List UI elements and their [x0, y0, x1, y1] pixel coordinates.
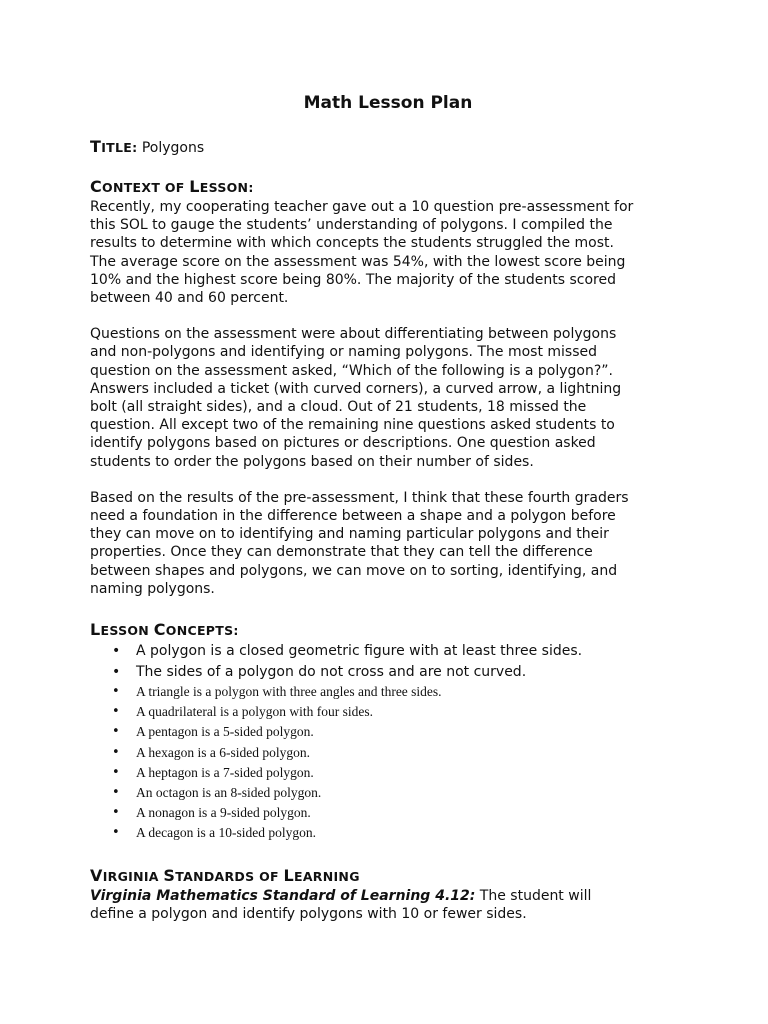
document-title: Math Lesson Plan — [303, 93, 473, 113]
concept-text: A polygon is a closed geometric figure with at least three sides. — [136, 643, 583, 660]
bullet-icon: • — [112, 663, 121, 680]
sol-text-line2: define a polygon and identify polygons with 10 or fewer sides. — [90, 906, 527, 923]
concept-item — [112, 763, 686, 783]
context-paragraph — [90, 198, 686, 307]
concept-item — [112, 823, 686, 843]
paragraph-line: 10% and the highest score being 80%. The majority of the students scored — [90, 271, 617, 288]
concept-item — [112, 702, 686, 722]
paragraph-line: between shapes and polygons, we can move on to sorting, identifying, and — [90, 562, 618, 579]
heading-word: LESSON — [90, 620, 150, 640]
paragraph-line: Questions on the assessment were about differentiating between polygons — [90, 326, 617, 343]
heading-word: CONTEXT — [90, 177, 161, 196]
concept-item — [112, 803, 686, 823]
heading-word: VIRGINIA — [90, 865, 159, 885]
paragraph-line: question on the assessment asked, “Which of the following is a polygon?”. — [90, 362, 613, 379]
paragraph-line: The average score on the assessment was 54%, with the lowest score being — [90, 253, 626, 270]
bullet-icon: • — [112, 785, 120, 801]
standards-heading — [90, 866, 686, 887]
concept-item — [112, 722, 686, 742]
paragraph-line: need a foundation in the difference between a shape and a polygon before — [90, 508, 616, 525]
concept-text: A pentagon is a 5-sided polygon. — [136, 724, 314, 740]
paragraph-line: students to order the polygons based on their number of sides. — [90, 453, 534, 470]
context-heading — [90, 177, 686, 198]
paragraph-line: between 40 and 60 percent. — [90, 290, 289, 307]
concept-text: A hexagon is a 6-sided polygon. — [136, 744, 310, 760]
concept-text: The sides of a polygon do not cross and are not curved. — [136, 663, 527, 680]
concepts-heading — [90, 620, 686, 641]
lesson-title-line — [90, 137, 686, 158]
bullet-icon: • — [112, 825, 120, 841]
concept-item — [112, 682, 686, 702]
heading-word: OF — [259, 868, 279, 884]
bullet-icon: • — [112, 744, 120, 760]
heading-word: LESSON: — [189, 177, 254, 196]
paragraph-line: they can move on to identifying and naming particular polygons and their — [90, 526, 609, 543]
lesson-title-value: Polygons — [141, 140, 205, 156]
paragraph-line: Recently, my cooperating teacher gave out a 10 question pre-assessment for — [90, 199, 634, 215]
concept-text: An octagon is an 8-sided polygon. — [136, 785, 322, 801]
paragraph-line: this SOL to gauge the students’ understanding of polygons. I compiled the — [90, 217, 613, 234]
concept-item — [112, 662, 686, 683]
lesson-title-label: TITLE: — [90, 137, 138, 156]
concept-item — [112, 743, 686, 763]
paragraph-line: bolt (all straight sides), and a cloud. Out of 21 students, 18 missed the — [90, 399, 587, 416]
context-paragraph — [90, 325, 686, 471]
concept-text: A quadrilateral is a polygon with four sides. — [136, 704, 373, 720]
heading-word: LEARNING — [283, 865, 360, 885]
sol-statement — [90, 887, 686, 924]
document-page — [90, 90, 686, 924]
concept-item — [112, 783, 686, 803]
sol-text-line1: The student will — [475, 887, 592, 904]
bullet-icon: • — [112, 724, 120, 740]
paragraph-line: Answers included a ticket (with curved corners), a curved arrow, a lightning — [90, 380, 622, 397]
concept-text: A nonagon is a 9-sided polygon. — [136, 805, 311, 821]
concept-text: A decagon is a 10-sided polygon. — [136, 825, 316, 841]
bullet-icon: • — [112, 704, 120, 720]
concept-text: A triangle is a polygon with three angles and three sides. — [136, 684, 442, 700]
concept-text: A heptagon is a 7-sided polygon. — [136, 764, 314, 780]
heading-word: CONCEPTS: — [153, 620, 239, 640]
paragraph-line: properties. Once they can demonstrate that they can tell the difference — [90, 544, 593, 561]
paragraph-line: identify polygons based on pictures or descriptions. One question asked — [90, 435, 596, 452]
heading-word: STANDARDS — [163, 865, 255, 885]
context-paragraph — [90, 489, 686, 598]
paragraph-line: results to determine with which concepts the students struggled the most. — [90, 235, 614, 252]
concepts-list — [90, 641, 686, 844]
bullet-icon: • — [112, 643, 121, 660]
bullet-icon: • — [112, 764, 120, 780]
paragraph-line: Based on the results of the pre-assessment, I think that these fourth graders — [90, 489, 629, 506]
paragraph-line: naming polygons. — [90, 580, 215, 597]
context-body — [90, 198, 686, 598]
heading-word: OF — [164, 180, 185, 195]
sol-label: Virginia Mathematics Standard of Learning 4.12: — [90, 887, 476, 904]
paragraph-line: question. All except two of the remaining nine questions asked students to — [90, 417, 615, 434]
bullet-icon: • — [112, 805, 120, 821]
concept-item — [112, 641, 686, 662]
paragraph-line: and non-polygons and identifying or naming polygons. The most missed — [90, 344, 597, 361]
bullet-icon: • — [112, 684, 120, 700]
